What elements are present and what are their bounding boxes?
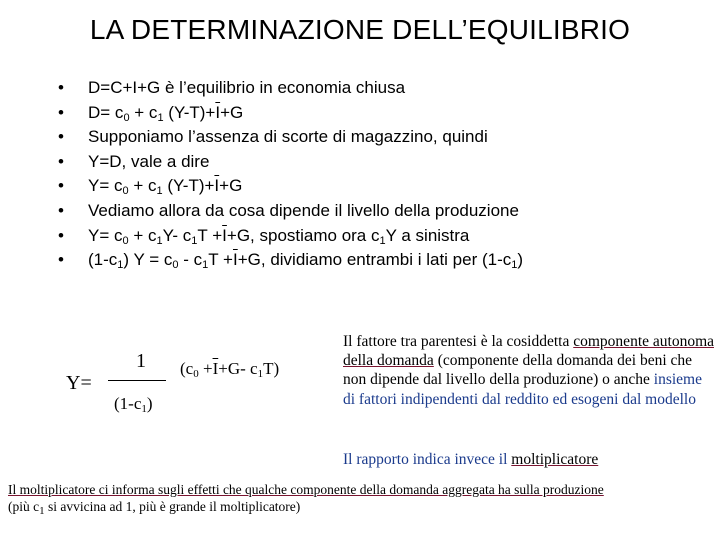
- bullet-marker: •: [58, 151, 64, 171]
- multiplier-note: [8, 481, 718, 515]
- bullet-item: [58, 76, 523, 101]
- multiplier-formula: [66, 350, 326, 430]
- bullet-text: $Y= c_0 + c_1$ $(Y-T)+\overline{I}+G$: [88, 176, 243, 198]
- bullet-item: [58, 150, 523, 175]
- bullet-marker: •: [58, 102, 64, 122]
- multiplier-note-line2: (più $c_1$ si avvicina ad 1, più è grande il moltiplicatore): [8, 499, 301, 517]
- fraction-bar: [108, 380, 166, 381]
- highlight-term: componente autonoma della domanda: [343, 333, 714, 370]
- highlight-blue-term: insieme di fattori indipendenti dal reddito ed esogeni dal modello: [343, 371, 702, 408]
- multiplier-note-line1: Il moltiplicatore ci informa sugli effetti che qualche componente della domanda aggregata ha sulla produzione: [8, 482, 604, 497]
- bullet-text: $(1-c_1) Y = c_0 - c_1T +\overline{I}+G$, dividiamo entrambi i lati per $(1-c_1)$: [88, 250, 524, 272]
- bullet-item: [58, 224, 523, 249]
- formula-lhs: Y=: [66, 372, 92, 394]
- bullet-list: [58, 76, 523, 273]
- bullet-item: [58, 101, 523, 126]
- bullet-marker: •: [58, 127, 64, 147]
- bullet-marker: •: [58, 225, 64, 245]
- bullet-marker: •: [58, 200, 64, 220]
- highlight-term: moltiplicatore: [511, 451, 599, 468]
- bullet-text: Y=D, vale a dire: [88, 151, 210, 171]
- formula-denominator: $(1-c_1)$: [114, 394, 153, 415]
- page-title: LA DETERMINAZIONE DELL’EQUILIBRIO: [89, 14, 631, 45]
- autonomous-component-note: Il fattore tra parentesi è la cosiddetta componente autonoma della domanda (componente della domanda dei beni che non dipende dal livello della produzione) o anche insieme di fattori indipendenti dal reddito ed esogeni dal modello: [343, 333, 714, 408]
- bullet-text: Supponiamo l’assenza di scorte di magazzino, quindi: [88, 127, 488, 147]
- bullet-text: D=C+I+G è l’equilibrio in economia chiusa: [88, 78, 406, 97]
- bullet-marker: •: [58, 78, 64, 97]
- bullet-item: [58, 199, 523, 224]
- bullet-marker: •: [58, 250, 64, 270]
- bullet-item: [58, 248, 523, 273]
- ratio-note: Il rapporto indica invece il moltiplicatore: [343, 451, 599, 468]
- bullet-item: [58, 125, 523, 150]
- bullet-text: $Y= c_0 + c_1Y-$ $c_1T +\overline{I}+G$, spostiamo ora $c_1Y$ a sinistra: [88, 225, 470, 247]
- formula-rhs: ($c_0 +\overline{I}+G-$ $c_1T$): [180, 359, 280, 380]
- bullet-marker: •: [58, 176, 64, 196]
- bullet-item: [58, 174, 523, 199]
- formula-numerator: 1: [136, 350, 146, 372]
- bullet-text: Vediamo allora da cosa dipende il livello della produzione: [88, 200, 519, 220]
- bullet-text: $D= c_0 + c_1$ $(Y-T)+\overline{I}+G$: [88, 102, 244, 124]
